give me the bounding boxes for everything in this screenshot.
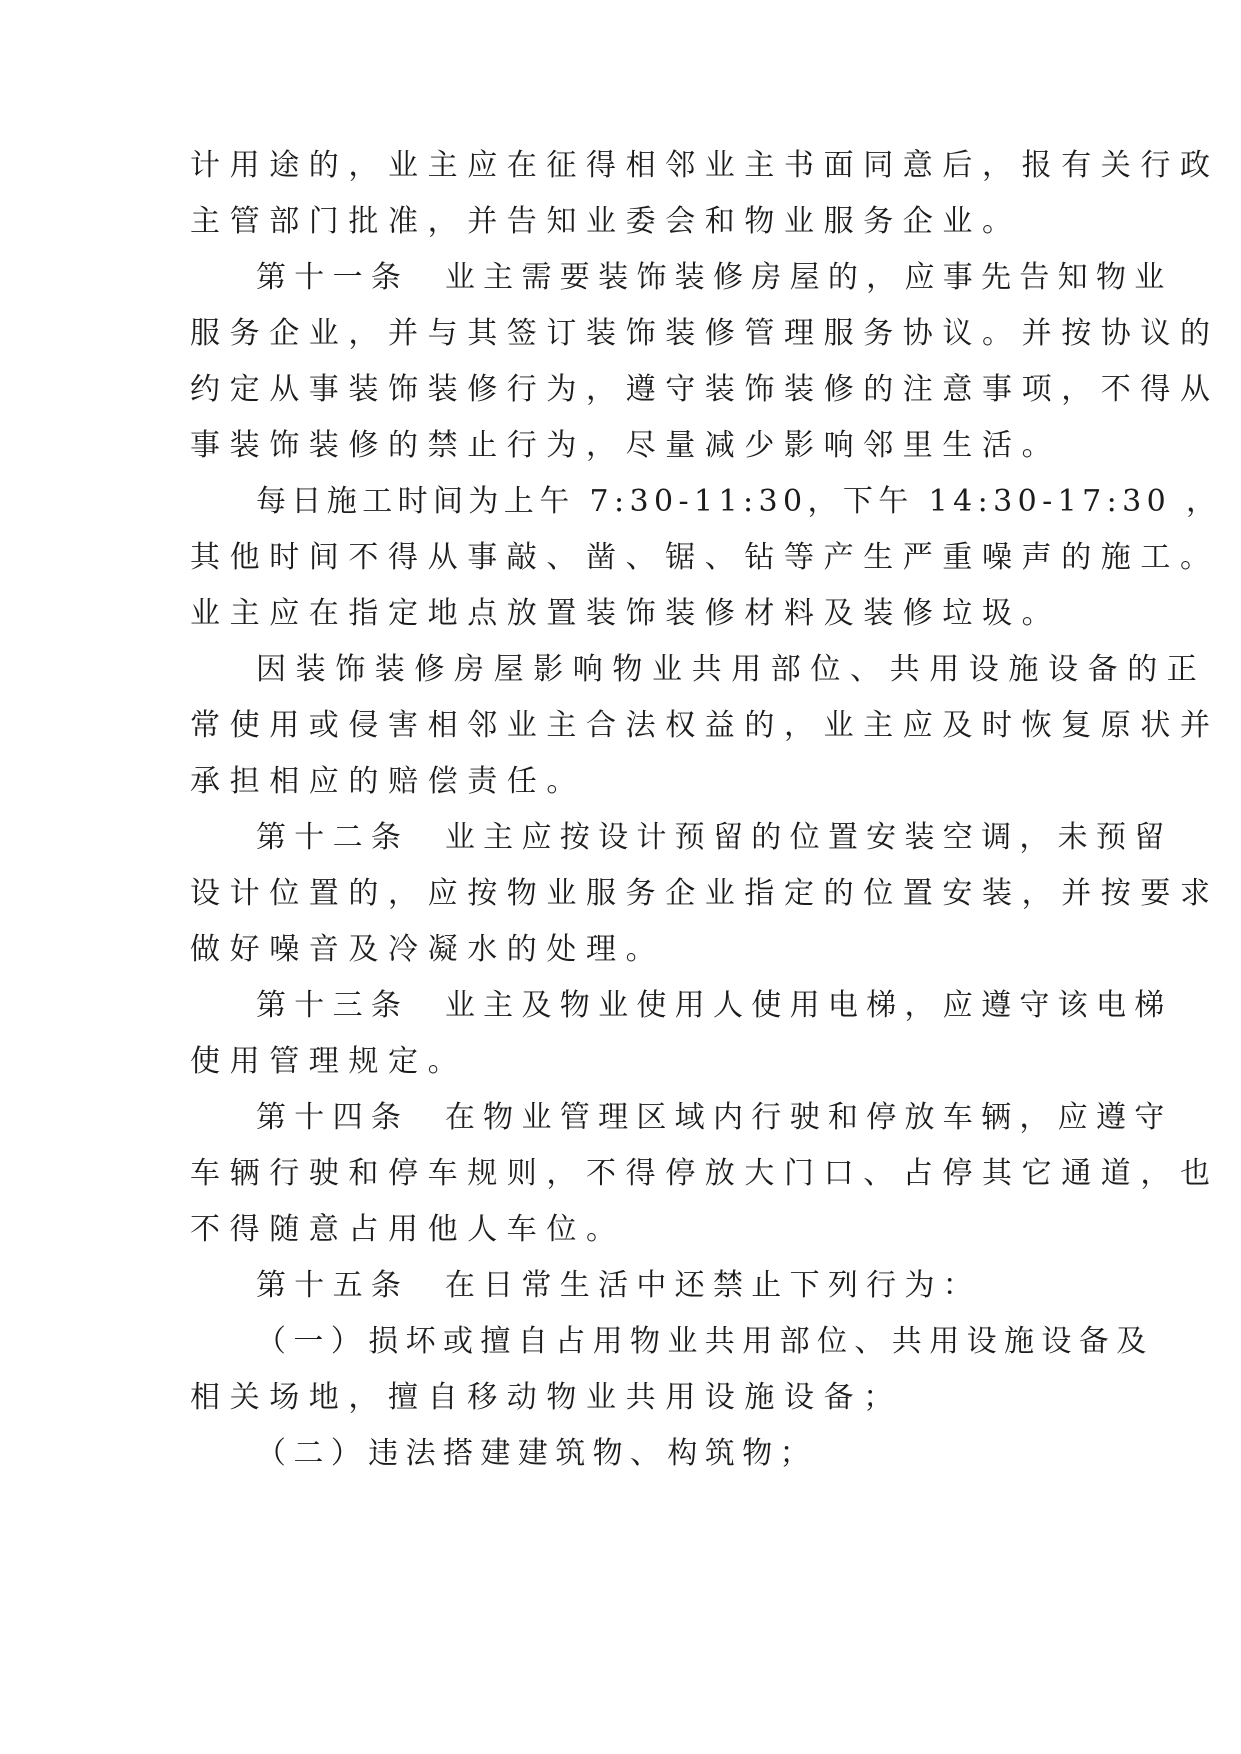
list-item-1-line: （一）损坏或擅自占用物业共用部位、共用设施设备及: [256, 1324, 1154, 1359]
article-14-heading-line: 第十四条 在物业管理区域内行驶和停放车辆，应遵守: [256, 1100, 1173, 1135]
text-line: 承担相应的赔偿责任。: [190, 764, 586, 799]
text-line: 计用途的，业主应在征得相邻业主书面同意后，报有关行政: [190, 148, 1220, 183]
text-line: 相关场地，擅自移动物业共用设施设备；: [190, 1380, 903, 1415]
article-12-heading-line: 第十二条 业主应按设计预留的位置安装空调，未预留: [256, 820, 1173, 855]
text-line: 常使用或侵害相邻业主合法权益的，业主应及时恢复原状并: [190, 708, 1220, 743]
text-line: 使用管理规定。: [190, 1044, 468, 1079]
text-line: 不得随意占用他人车位。: [190, 1212, 626, 1247]
article-13-heading-line: 第十三条 业主及物业使用人使用电梯，应遵守该电梯: [256, 988, 1173, 1023]
text-line: 业主应在指定地点放置装饰装修材料及装修垃圾。: [190, 596, 1062, 631]
text-line: 设计位置的，应按物业服务企业指定的位置安装，并按要求: [190, 876, 1220, 911]
article-15-heading-line: 第十五条 在日常生活中还禁止下列行为：: [256, 1268, 982, 1303]
paragraph-first-line: 因装饰装修房屋影响物业共用部位、共用设施设备的正: [256, 652, 1207, 687]
text-line: 事装饰装修的禁止行为，尽量减少影响邻里生活。: [190, 428, 1062, 463]
text-line: 其他时间不得从事敲、凿、锯、钻等产生严重噪声的施工。: [190, 540, 1220, 575]
text-line: 服务企业，并与其签订装饰装修管理服务协议。并按协议的: [190, 316, 1220, 351]
construction-hours-line: 每日施工时间为上午 7:30-11:30，下午 14:30-17:30 ，: [256, 484, 1222, 519]
list-item-2-line: （二）违法搭建建筑物、构筑物；: [256, 1436, 817, 1471]
article-11-heading-line: 第十一条 业主需要装饰装修房屋的，应事先告知物业: [256, 260, 1173, 295]
text-line: 车辆行驶和停车规则，不得停放大门口、占停其它通道，也: [190, 1156, 1220, 1191]
text-line: 主管部门批准，并告知业委会和物业服务企业。: [190, 204, 1022, 239]
text-line: 做好噪音及冷凝水的处理。: [190, 932, 666, 967]
text-line: 约定从事装饰装修行为，遵守装饰装修的注意事项，不得从: [190, 372, 1220, 407]
